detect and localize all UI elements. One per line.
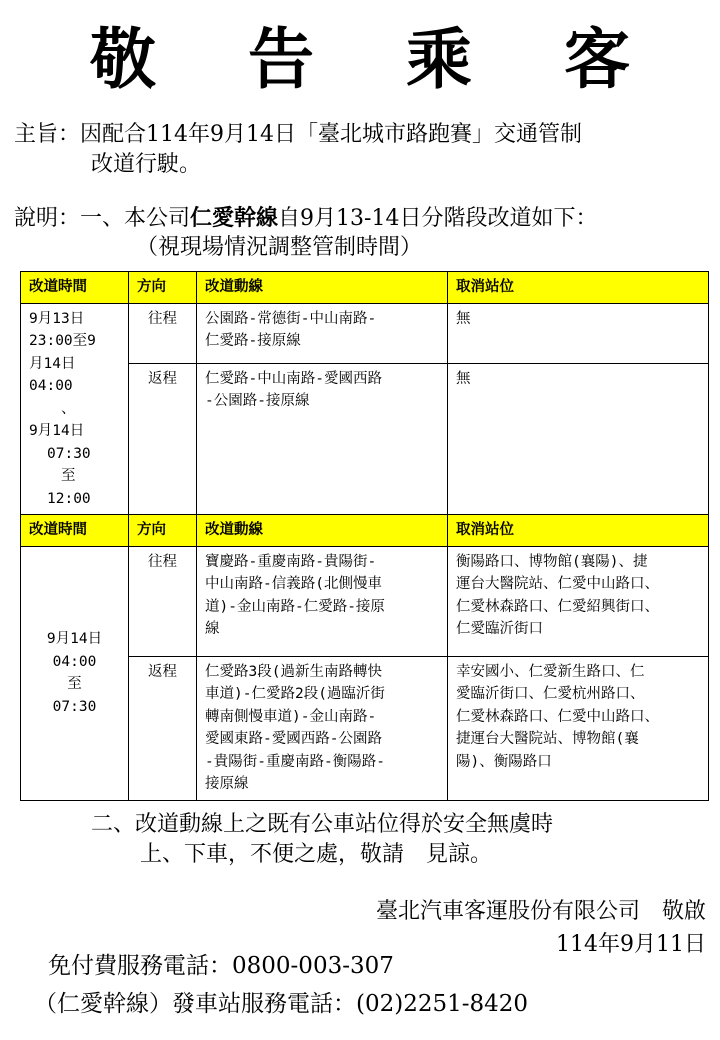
time-line: 9月14日 — [46, 631, 103, 647]
direction-cell: 返程 — [129, 656, 197, 800]
route-line: 線 — [205, 621, 220, 637]
cancelled-stops-line: 仁愛臨沂街口 — [456, 621, 543, 637]
route-line: 接原線 — [205, 776, 249, 792]
time-line: 23:00至9 — [29, 333, 96, 349]
route-line: 車道)-仁愛路2段(過臨沂街 — [205, 686, 385, 702]
cancelled-stops-line: 仁愛林森路口、仁愛紹興街口、 — [456, 598, 659, 615]
table-header-cell: 改道時間 — [21, 515, 129, 547]
cancelled-stops-line: 無 — [456, 310, 471, 327]
time-line: 07:30 — [47, 445, 91, 462]
subject-label: 主旨： — [14, 122, 81, 147]
cancelled-stops-cell — [448, 303, 709, 363]
table-header-cell: 取消站位 — [448, 272, 709, 304]
notice-date: 114年9月11日 — [556, 932, 706, 957]
table-header-row — [21, 272, 709, 304]
item1-suffix: 自9月13-14日分階段改道如下： — [278, 206, 598, 231]
cancelled-stops-line: 捷運台大醫院站、博物館(襄 — [456, 731, 639, 747]
route-line: 仁愛路-接原線 — [205, 333, 301, 349]
subject-text: 因配合114年9月14日「臺北城市路跑賽」交通管制 — [80, 122, 582, 147]
time-line: 9月14日 — [29, 423, 85, 439]
cancelled-stops-line: 愛臨沂街口、仁愛杭州路口、 — [456, 686, 645, 702]
title-char: 乘 — [406, 21, 472, 98]
toll-free-phone: 免付費服務電話：0800-003-307 — [48, 953, 394, 979]
route-cell — [197, 656, 448, 800]
cancelled-stops-cell — [448, 363, 709, 514]
time-line: 04:00 — [52, 653, 97, 670]
detour-time-cell — [21, 546, 129, 800]
explanation-item2-line2: 上、下車，不便之處，敬請 見諒。 — [140, 842, 493, 867]
time-line: 月14日 — [29, 355, 76, 372]
detour-time-cell — [21, 303, 129, 515]
direction-cell: 往程 — [129, 303, 197, 363]
route-line: 仁愛路-中山南路-愛國西路 — [205, 370, 382, 387]
route-cell — [197, 546, 448, 656]
table-header-cell: 改道時間 — [21, 272, 129, 304]
subject-line-2: 改道行駛。 — [91, 152, 202, 177]
route-cell — [197, 303, 448, 363]
company-signature: 臺北汽車客運股份有限公司 敬啟 — [375, 899, 706, 924]
cancelled-stops-line: 衡陽路口、博物館(襄陽)、捷 — [456, 553, 648, 570]
time-line: 、 — [61, 400, 76, 417]
item1-prefix: 一、本公司 — [80, 206, 191, 231]
direction-cell: 往程 — [129, 546, 197, 656]
table-header-cell: 改道動線 — [197, 515, 448, 547]
table-row — [21, 303, 709, 363]
title-char: 客 — [564, 21, 630, 98]
title-char: 敬 — [90, 21, 156, 98]
cancelled-stops-cell — [448, 546, 709, 656]
explanation-label: 說明： — [14, 206, 81, 231]
title-char: 告 — [248, 21, 314, 98]
explanation-item2-line1: 二、改道動線上之既有公車站位得於安全無虞時 — [91, 812, 554, 837]
table-header-row — [21, 515, 709, 547]
cancelled-stops-cell — [448, 656, 709, 800]
cancelled-stops-line: 仁愛林森路口、仁愛中山路口、 — [456, 708, 659, 725]
route-line: 中山南路-信義路(北側慢車 — [205, 576, 382, 592]
detour-table — [20, 271, 709, 801]
route-name: 仁愛幹線 — [190, 205, 279, 231]
route-cell — [197, 363, 448, 514]
time-line: 至 — [61, 468, 76, 484]
route-line: 愛國東路-愛國西路-公園路 — [205, 731, 382, 747]
table-header-cell: 取消站位 — [448, 515, 709, 547]
table-header-cell: 改道動線 — [197, 272, 448, 304]
route-line: 道)-金山南路-仁愛路-接原 — [205, 598, 385, 615]
time-line: 07:30 — [52, 698, 97, 715]
time-line: 12:00 — [47, 490, 91, 507]
cancelled-stops-line: 運台大醫院站、仁愛中山路口、 — [456, 576, 659, 592]
time-line: 9月13日 — [29, 310, 85, 327]
route-line: 仁愛路3段(過新生南路轉快 — [205, 663, 382, 680]
table-row — [21, 546, 709, 656]
time-line: 04:00 — [29, 378, 73, 394]
direction-cell: 返程 — [129, 363, 197, 514]
route-line: -貴陽街-重慶南路-衡陽路- — [205, 753, 385, 770]
route-line: 轉南側慢車道)-金山南路- — [205, 708, 377, 725]
table-header-cell: 方向 — [129, 272, 197, 304]
route-line: 公園路-常德街-中山南路- — [205, 310, 377, 327]
subject-line-1 — [14, 120, 582, 150]
table-header-cell: 方向 — [129, 515, 197, 547]
explanation-note: （視現場情況調整管制時間） — [136, 235, 423, 260]
station-phone: （仁愛幹線）發車站服務電話：(02)2251-8420 — [34, 991, 529, 1017]
time-line: 至 — [67, 676, 82, 692]
cancelled-stops-line: 無 — [456, 370, 471, 387]
cancelled-stops-line: 幸安國小、仁愛新生路口、仁 — [456, 663, 645, 680]
notice-title — [0, 18, 720, 102]
explanation-line-1 — [14, 203, 597, 234]
cancelled-stops-line: 陽)、衡陽路口 — [456, 753, 552, 770]
route-line: 寶慶路-重慶南路-貴陽街- — [205, 553, 377, 570]
route-line: -公園路-接原線 — [205, 393, 310, 410]
